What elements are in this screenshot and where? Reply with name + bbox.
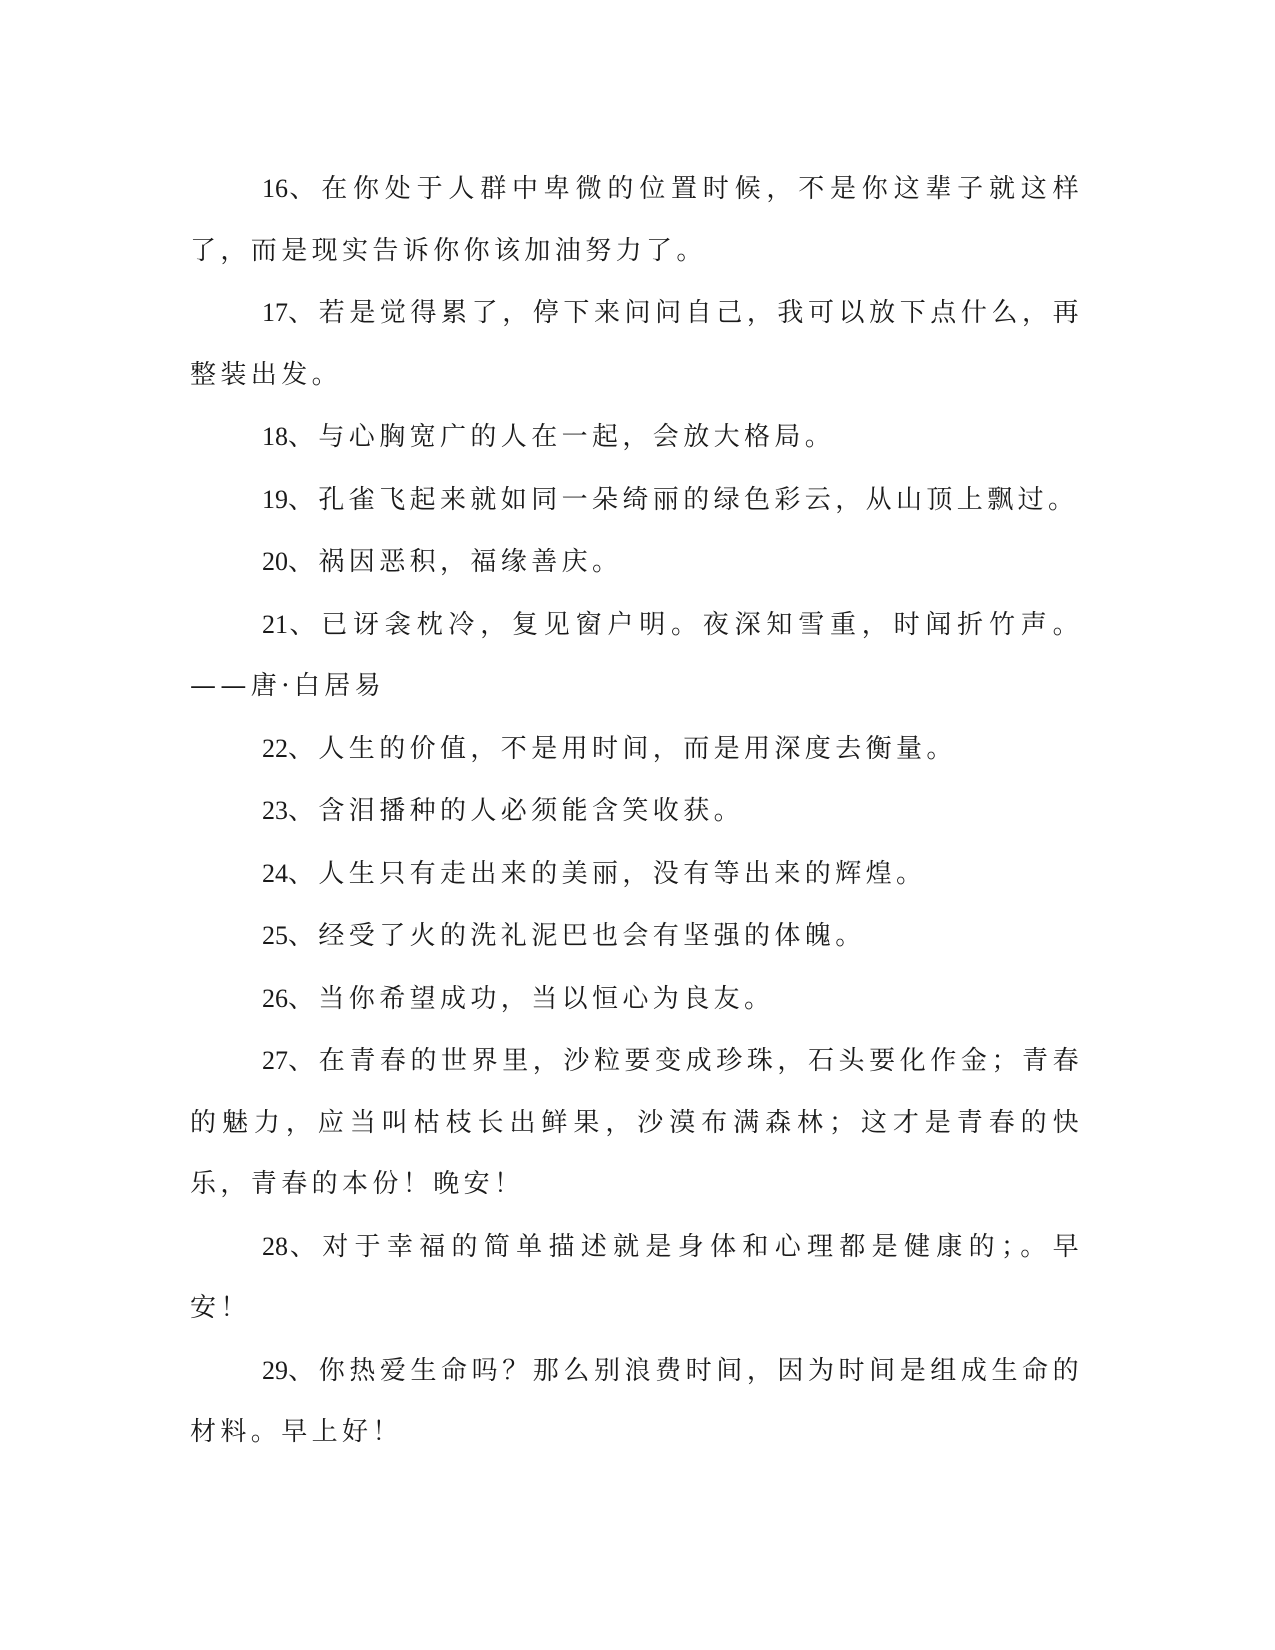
quote-17 (190, 282, 1083, 406)
quote-text: 、孔雀飞起来就如同一朵绮丽的绿色彩云，从山顶上飘过。 (288, 484, 1079, 515)
quote-21 (190, 594, 1083, 718)
quote-text: 、经受了火的洗礼泥巴也会有坚强的体魄。 (288, 921, 866, 951)
quote-text: 、人生只有走出来的美丽，没有等出来的辉煌。 (288, 858, 927, 889)
quote-text: 、含泪播种的人必须能含笑收获。 (288, 796, 745, 826)
quote-number: 21 (262, 609, 288, 639)
quote-number: 28 (262, 1231, 288, 1261)
quote-text: 、人生的价值，不是用时间，而是用深度去衡量。 (288, 733, 957, 764)
quote-text: 、与心胸宽广的人在一起，会放大格局。 (288, 422, 836, 452)
quote-number: 19 (262, 484, 288, 514)
quote-number: 16 (262, 174, 288, 203)
quote-18 (190, 406, 1083, 469)
quote-text: 、你热爱生命吗？那么别浪费时间，因为时间是组成生命的材料。早上好！ (190, 1355, 1083, 1447)
quote-22 (190, 718, 1083, 781)
quote-number: 27 (262, 1046, 288, 1075)
quote-text: 、祸因恶积，福缘善庆。 (288, 547, 623, 577)
quote-25 (190, 905, 1083, 968)
quote-number: 25 (262, 921, 288, 950)
quote-number: 18 (262, 422, 288, 451)
quote-text: 、已讶衾枕冷，复见窗户明。夜深知雪重，时闻折竹声。——唐·白居易 (190, 609, 1083, 701)
quote-23 (190, 780, 1083, 843)
quote-29 (190, 1340, 1083, 1464)
quote-24 (190, 843, 1083, 906)
quote-text: 、当你希望成功，当以恒心为良友。 (288, 983, 775, 1014)
quote-16 (190, 158, 1083, 282)
quote-number: 24 (262, 858, 288, 888)
quote-number: 23 (262, 796, 288, 825)
quote-text: 、在青春的世界里，沙粒要变成珍珠，石头要化作金；青春的魅力，应当叫枯枝长出鲜果，沙漠布满森林；这才是青春的快乐，青春的本份！晚安！ (190, 1046, 1083, 1199)
quote-27 (190, 1030, 1083, 1216)
quote-20 (190, 531, 1083, 594)
quote-number: 29 (262, 1355, 288, 1385)
quote-26 (190, 968, 1083, 1031)
quote-number: 17 (262, 298, 288, 327)
quote-28 (190, 1216, 1083, 1340)
quote-text: 、在你处于人群中卑微的位置时候，不是你这辈子就这样了，而是现实告诉你你该加油努力了。 (190, 174, 1083, 266)
quote-text: 、若是觉得累了，停下来问问自己，我可以放下点什么，再整装出发。 (190, 298, 1083, 390)
quote-19 (190, 469, 1083, 532)
quote-number: 20 (262, 547, 288, 576)
quote-text: 、对于幸福的简单描述就是身体和心理都是健康的；。早安！ (190, 1231, 1083, 1323)
quote-number: 22 (262, 733, 288, 763)
quote-number: 26 (262, 983, 288, 1013)
quote-list (190, 158, 1083, 1464)
